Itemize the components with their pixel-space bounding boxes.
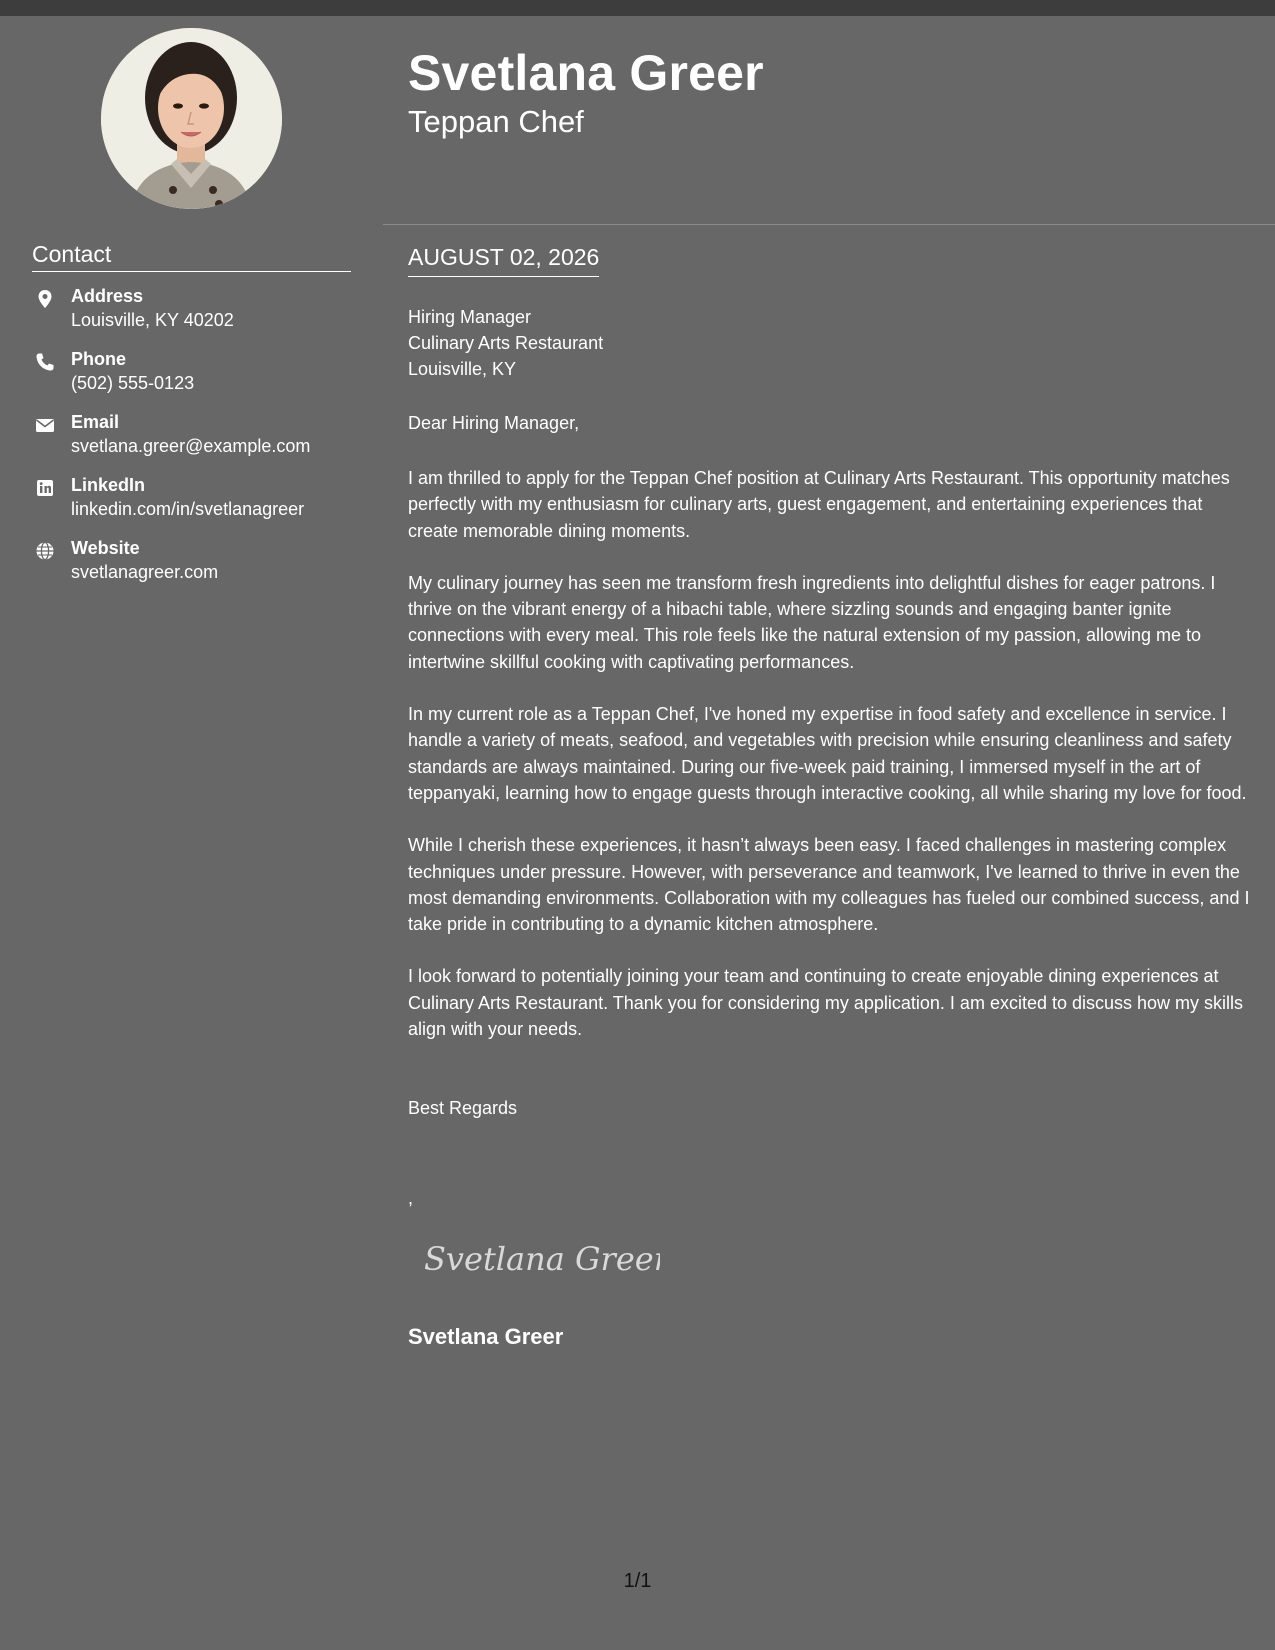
letter-paragraph: I look forward to potentially joining your team and continuing to create enjoyable dining experiences at Culinary Arts Restaurant. Thank you for considering my application. I am excited to discuss how my skills align with your needs.	[408, 966, 1244, 1040]
page-number: 1/1	[623, 1570, 652, 1592]
contact-label: Address	[71, 286, 144, 306]
contact-item-phone	[32, 349, 362, 412]
contact-heading: Contact	[32, 241, 351, 272]
globe-icon	[35, 541, 55, 561]
letter-body	[408, 465, 1253, 1068]
applicant-role: Teppan Chef	[408, 104, 584, 139]
handwritten-signature	[420, 1234, 660, 1289]
contact-label: Phone	[71, 349, 127, 369]
sidebar	[0, 16, 383, 1650]
contact-item-address	[32, 286, 362, 349]
letter-paragraph: While I cherish these experiences, it hasn’t always been easy. I faced challenges in mastering complex techniques under pressure. However, with perseverance and teamwork, I've learned to thrive in even the most demanding environments. Collaboration with my colleagues has fueled our combined success, and I take pride in contributing to a dynamic kitchen atmosphere.	[408, 835, 1250, 935]
closing-comma: ,	[408, 1188, 414, 1208]
email-value[interactable]: svetlana.greer@example.com	[71, 436, 311, 456]
contact-item-email	[32, 412, 362, 475]
contact-label: Email	[71, 412, 120, 432]
contact-list	[32, 286, 362, 601]
letter-paragraph: My culinary journey has seen me transform fresh ingredients into delightful dishes for eager patrons. I thrive on the vibrant energy of a hibachi table, where sizzling sounds and engaging banter ignite connections with every meal. This role feels like the natural extension of my passion, allowing me to intertwine skillful cooking with captivating performances.	[408, 572, 1216, 672]
location-pin-icon	[35, 289, 55, 309]
signed-name: Svetlana Greer	[408, 1324, 564, 1349]
closing: Best Regards	[408, 1098, 518, 1118]
linkedin-icon	[35, 478, 55, 498]
contact-item-website	[32, 538, 362, 601]
recipient-line: Louisville, KY	[408, 359, 517, 379]
recipient-line: Hiring Manager	[408, 307, 532, 327]
phone-icon	[35, 352, 55, 372]
phone-value[interactable]: (502) 555-0123	[71, 373, 195, 393]
recipient-block	[408, 304, 603, 382]
salutation: Dear Hiring Manager,	[408, 413, 580, 433]
contact-item-linkedin	[32, 475, 362, 538]
linkedin-value[interactable]: linkedin.com/in/svetlanagreer	[71, 499, 305, 519]
recipient-line: Culinary Arts Restaurant	[408, 333, 604, 353]
applicant-name: Svetlana Greer	[408, 45, 764, 101]
header-divider	[383, 224, 1275, 225]
letter-date: AUGUST 02, 2026	[408, 244, 599, 277]
avatar	[101, 28, 282, 209]
contact-label: Website	[71, 538, 140, 558]
address-value: Louisville, KY 40202	[71, 310, 234, 330]
contact-label: LinkedIn	[71, 475, 146, 495]
letter-paragraph: In my current role as a Teppan Chef, I've honed my expertise in food safety and excellence in service. I handle a variety of meats, seafood, and vegetables with precision while ensuring cleanliness and safety standards are always maintained. During our five-week paid training, I immersed myself in the art of teppanyaki, learning how to engage guests through interactive cooking, all while sharing my love for food.	[408, 704, 1247, 803]
website-value[interactable]: svetlanagreer.com	[71, 562, 219, 582]
signature-text: Svetlana Greer	[424, 1240, 660, 1278]
envelope-icon	[35, 415, 55, 435]
top-bar	[0, 0, 1275, 16]
resume-page	[0, 16, 1275, 1650]
letter-paragraph: I am thrilled to apply for the Teppan Chef position at Culinary Arts Restaurant. This opportunity matches perfectly with my enthusiasm for culinary arts, guest engagement, and entertaining experiences that create memorable dining moments.	[408, 468, 1230, 541]
